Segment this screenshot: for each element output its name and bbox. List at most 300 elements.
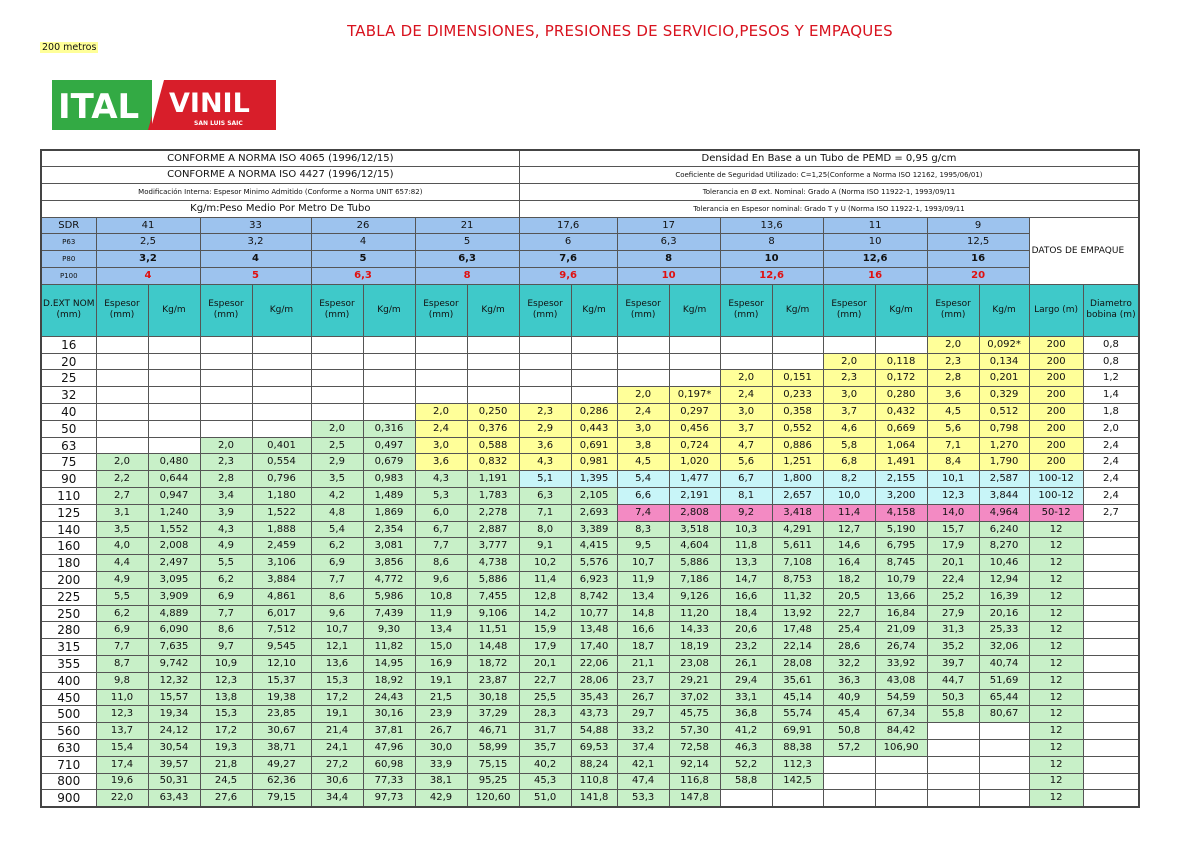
kgm-cell: 14,48 <box>467 639 519 656</box>
espesor-cell: 7,7 <box>200 605 252 622</box>
kgm-cell: 0,233 <box>772 387 823 404</box>
espesor-cell <box>96 404 148 421</box>
kgm-cell: 75,15 <box>467 756 519 773</box>
italvinil-logo <box>52 80 276 130</box>
kgm-cell: 0,552 <box>772 420 823 437</box>
kgm-cell: 1,552 <box>148 521 200 538</box>
espesor-cell: 5,5 <box>96 588 148 605</box>
kgm-cell: 30,54 <box>148 740 200 757</box>
kgm-cell: 38,71 <box>252 740 311 757</box>
p63-value: 5 <box>415 234 519 251</box>
kgm-cell: 11,82 <box>363 639 415 656</box>
largo-cell: 12 <box>1029 588 1083 605</box>
kgm-cell: 10,77 <box>571 605 617 622</box>
espesor-cell: 2,4 <box>720 387 772 404</box>
kgm-cell: 110,8 <box>571 773 617 790</box>
espesor-cell: 6,2 <box>200 572 252 589</box>
sdr-value: 26 <box>311 217 415 234</box>
kgm-cell: 1,522 <box>252 504 311 521</box>
p63-value: 6 <box>519 234 617 251</box>
bobina-cell <box>1083 555 1139 572</box>
kgm-cell: 18,72 <box>467 656 519 673</box>
note-label: 200 metros <box>42 42 97 53</box>
espesor-cell <box>415 370 467 387</box>
espesor-cell <box>200 404 252 421</box>
kgm-cell: 18,92 <box>363 672 415 689</box>
espesor-cell: 2,0 <box>415 404 467 421</box>
table-row <box>41 672 1139 689</box>
kgm-cell: 39,57 <box>148 756 200 773</box>
kgm-cell: 37,29 <box>467 706 519 723</box>
espesor-cell: 8,2 <box>823 471 875 488</box>
kgm-cell <box>772 336 823 353</box>
sdr-value: 41 <box>96 217 200 234</box>
espesor-cell: 2,8 <box>200 471 252 488</box>
kgm-cell: 4,415 <box>571 538 617 555</box>
kgm-cell: 2,587 <box>979 471 1029 488</box>
kgm-cell: 0,201 <box>979 370 1029 387</box>
diameter-cell: 630 <box>41 740 96 757</box>
kgm-cell: 2,155 <box>875 471 927 488</box>
kgm-cell: 22,14 <box>772 639 823 656</box>
bobina-cell <box>1083 790 1139 807</box>
kgm-cell: 84,42 <box>875 723 927 740</box>
espesor-cell: 10,3 <box>720 521 772 538</box>
espesor-cell <box>96 336 148 353</box>
kgm-cell: 35,61 <box>772 672 823 689</box>
kgm-cell: 11,51 <box>467 622 519 639</box>
kgm-cell: 15,37 <box>252 672 311 689</box>
page-title: TABLA DE DIMENSIONES, PRESIONES DE SERVICIO,PESOS Y EMPAQUES <box>347 22 893 40</box>
logo-text-vinil: VINIL <box>169 88 250 119</box>
espesor-cell: 16,6 <box>617 622 669 639</box>
logo-subtitle: SAN LUIS SAIC <box>194 120 243 127</box>
espesor-cell: 6,9 <box>200 588 252 605</box>
espesor-cell: 13,4 <box>617 588 669 605</box>
espesor-cell: 2,9 <box>311 454 363 471</box>
kgm-cell: 45,14 <box>772 689 823 706</box>
sdr-value: 11 <box>823 217 927 234</box>
kgm-cell: 3,518 <box>669 521 720 538</box>
kgm-cell: 69,53 <box>571 740 617 757</box>
kgm-cell: 54,59 <box>875 689 927 706</box>
diameter-cell: 200 <box>41 572 96 589</box>
p100-value: 12,6 <box>720 268 823 285</box>
espesor-cell <box>617 370 669 387</box>
espesor-cell: 3,6 <box>519 437 571 454</box>
espesor-cell: 9,8 <box>96 672 148 689</box>
espesor-cell <box>200 387 252 404</box>
espesor-cell: 34,4 <box>311 790 363 807</box>
espesor-cell: 2,7 <box>96 488 148 505</box>
p80-value: 6,3 <box>415 251 519 268</box>
espesor-cell <box>519 387 571 404</box>
bobina-cell: 1,2 <box>1083 370 1139 387</box>
espesor-cell <box>311 370 363 387</box>
diameter-cell: 560 <box>41 723 96 740</box>
espesor-cell: 6,9 <box>311 555 363 572</box>
espesor-cell: 18,7 <box>617 639 669 656</box>
espesor-cell: 22,0 <box>96 790 148 807</box>
largo-cell: 12 <box>1029 740 1083 757</box>
p80-label: P80 <box>41 251 96 268</box>
bobina-cell: 2,4 <box>1083 437 1139 454</box>
espesor-cell: 3,7 <box>823 404 875 421</box>
p100-label: P100 <box>41 268 96 285</box>
espesor-cell: 3,5 <box>311 471 363 488</box>
espesor-cell: 7,7 <box>311 572 363 589</box>
kgm-cell <box>467 353 519 370</box>
kgm-cell: 0,432 <box>875 404 927 421</box>
kgm-cell <box>571 336 617 353</box>
espesor-cell: 2,0 <box>200 437 252 454</box>
espesor-cell: 11,4 <box>519 572 571 589</box>
largo-cell: 12 <box>1029 555 1083 572</box>
kgm-cell: 5,611 <box>772 538 823 555</box>
espesor-cell: 53,3 <box>617 790 669 807</box>
espesor-cell: 12,8 <box>519 588 571 605</box>
p100-value: 10 <box>617 268 720 285</box>
p80-row <box>41 251 1139 268</box>
diameter-cell: 500 <box>41 706 96 723</box>
kgm-cell: 4,772 <box>363 572 415 589</box>
diameter-cell: 900 <box>41 790 96 807</box>
kgm-cell: 4,889 <box>148 605 200 622</box>
espesor-cell: 40,9 <box>823 689 875 706</box>
p63-value: 3,2 <box>200 234 311 251</box>
p80-value: 10 <box>720 251 823 268</box>
kgm-cell: 9,742 <box>148 656 200 673</box>
espesor-cell <box>927 790 979 807</box>
header-right-4: Tolerancia en Espesor nominal: Grado T y U (Norma ISO 11922-1, 1993/09/11 <box>519 200 1139 217</box>
bobina-cell <box>1083 538 1139 555</box>
espesor-cell <box>720 336 772 353</box>
espesor-cell: 4,4 <box>96 555 148 572</box>
kgm-cell: 0,554 <box>252 454 311 471</box>
largo-header: Largo (m) <box>1029 284 1083 336</box>
kgm-cell <box>979 773 1029 790</box>
espesor-cell: 29,4 <box>720 672 772 689</box>
kgm-cell: 0,886 <box>772 437 823 454</box>
kgm-cell: 4,861 <box>252 588 311 605</box>
espesor-cell <box>823 773 875 790</box>
espesor-cell: 17,4 <box>96 756 148 773</box>
kgm-cell <box>669 370 720 387</box>
kgm-cell: 0,796 <box>252 471 311 488</box>
p63-label: P63 <box>41 234 96 251</box>
kgm-cell: 54,88 <box>571 723 617 740</box>
kgm-cell: 67,34 <box>875 706 927 723</box>
espesor-cell: 45,4 <box>823 706 875 723</box>
espesor-cell: 4,3 <box>415 471 467 488</box>
kgm-cell: 3,884 <box>252 572 311 589</box>
kgm-cell: 23,85 <box>252 706 311 723</box>
kgm-cell <box>148 404 200 421</box>
espesor-cell: 24,5 <box>200 773 252 790</box>
bobina-cell <box>1083 689 1139 706</box>
kgm-cell <box>363 404 415 421</box>
largo-cell: 12 <box>1029 756 1083 773</box>
kgm-cell: 0,497 <box>363 437 415 454</box>
kgm-cell: 0,151 <box>772 370 823 387</box>
espesor-cell: 10,0 <box>823 488 875 505</box>
espesor-cell: 17,2 <box>311 689 363 706</box>
largo-cell: 12 <box>1029 706 1083 723</box>
kgm-cell: 8,742 <box>571 588 617 605</box>
espesor-cell: 2,9 <box>519 420 571 437</box>
espesor-cell: 14,0 <box>927 504 979 521</box>
kgm-cell: 88,24 <box>571 756 617 773</box>
kgm-cell: 5,886 <box>467 572 519 589</box>
espesor-cell: 2,0 <box>617 387 669 404</box>
kgm-cell <box>148 370 200 387</box>
kgm-cell: 63,43 <box>148 790 200 807</box>
kgm-cell: 95,25 <box>467 773 519 790</box>
kgm-cell: 58,99 <box>467 740 519 757</box>
espesor-cell: 31,3 <box>927 622 979 639</box>
espesor-cell <box>720 353 772 370</box>
kgm-cell: 2,191 <box>669 488 720 505</box>
espesor-cell: 36,8 <box>720 706 772 723</box>
kgm-cell: 22,06 <box>571 656 617 673</box>
kgm-cell: 3,418 <box>772 504 823 521</box>
espesor-cell: 4,6 <box>823 420 875 437</box>
p100-value: 6,3 <box>311 268 415 285</box>
espesor-cell: 26,7 <box>415 723 467 740</box>
espesor-cell <box>96 420 148 437</box>
diameter-cell: 50 <box>41 420 96 437</box>
espesor-cell: 6,6 <box>617 488 669 505</box>
kgm-cell: 17,40 <box>571 639 617 656</box>
kgm-cell <box>252 353 311 370</box>
largo-cell: 12 <box>1029 773 1083 790</box>
espesor-cell: 35,7 <box>519 740 571 757</box>
kgm-cell: 5,576 <box>571 555 617 572</box>
table-row <box>41 437 1139 454</box>
p100-value: 9,6 <box>519 268 617 285</box>
espesor-cell: 21,5 <box>415 689 467 706</box>
kgm-cell: 1,783 <box>467 488 519 505</box>
kgm-cell: 1,251 <box>772 454 823 471</box>
espesor-cell: 11,0 <box>96 689 148 706</box>
kgm-cell <box>252 387 311 404</box>
diameter-cell: 125 <box>41 504 96 521</box>
largo-cell: 50-12 <box>1029 504 1083 521</box>
sdr-value: 13,6 <box>720 217 823 234</box>
table-row <box>41 404 1139 421</box>
espesor-cell: 16,4 <box>823 555 875 572</box>
largo-cell: 12 <box>1029 723 1083 740</box>
kgm-cell: 1,477 <box>669 471 720 488</box>
espesor-cell: 7,1 <box>927 437 979 454</box>
espesor-cell: 38,1 <box>415 773 467 790</box>
espesor-cell: 18,4 <box>720 605 772 622</box>
espesor-cell: 25,4 <box>823 622 875 639</box>
espesor-cell <box>96 353 148 370</box>
espesor-cell: 15,3 <box>200 706 252 723</box>
espesor-cell <box>311 404 363 421</box>
bobina-cell <box>1083 588 1139 605</box>
espesor-cell <box>96 387 148 404</box>
kgm-cell: 1,489 <box>363 488 415 505</box>
espesor-cell: 22,4 <box>927 572 979 589</box>
espesor-cell: 2,0 <box>823 353 875 370</box>
kgm-cell: 0,134 <box>979 353 1029 370</box>
kgm-cell: 0,280 <box>875 387 927 404</box>
espesor-cell: 5,6 <box>927 420 979 437</box>
kgm-cell: 7,512 <box>252 622 311 639</box>
espesor-cell: 55,8 <box>927 706 979 723</box>
espesor-cell: 4,9 <box>96 572 148 589</box>
kgm-cell: 9,30 <box>363 622 415 639</box>
kgm-cell: 55,74 <box>772 706 823 723</box>
kgm-header: Kg/m <box>772 284 823 336</box>
kgm-cell: 0,456 <box>669 420 720 437</box>
espesor-cell: 21,4 <box>311 723 363 740</box>
kgm-cell: 0,644 <box>148 471 200 488</box>
espesor-cell <box>200 336 252 353</box>
espesor-cell: 4,3 <box>200 521 252 538</box>
largo-cell: 12 <box>1029 639 1083 656</box>
espesor-cell: 58,8 <box>720 773 772 790</box>
p63-value: 2,5 <box>96 234 200 251</box>
kgm-cell: 2,808 <box>669 504 720 521</box>
table-row <box>41 605 1139 622</box>
espesor-cell: 33,9 <box>415 756 467 773</box>
espesor-cell: 28,6 <box>823 639 875 656</box>
largo-cell: 200 <box>1029 437 1083 454</box>
kgm-cell <box>772 353 823 370</box>
kgm-cell: 30,67 <box>252 723 311 740</box>
kgm-cell: 5,190 <box>875 521 927 538</box>
kgm-cell: 7,186 <box>669 572 720 589</box>
kgm-cell: 12,32 <box>148 672 200 689</box>
kgm-cell: 7,635 <box>148 639 200 656</box>
kgm-cell <box>252 404 311 421</box>
kgm-cell: 0,358 <box>772 404 823 421</box>
espesor-cell: 30,0 <box>415 740 467 757</box>
kgm-cell: 37,81 <box>363 723 415 740</box>
kgm-cell: 6,923 <box>571 572 617 589</box>
kgm-cell: 24,43 <box>363 689 415 706</box>
kgm-header: Kg/m <box>363 284 415 336</box>
table-row <box>41 538 1139 555</box>
espesor-cell: 33,2 <box>617 723 669 740</box>
p63-value: 10 <box>823 234 927 251</box>
espesor-cell: 8,6 <box>311 588 363 605</box>
kgm-cell: 1,180 <box>252 488 311 505</box>
logo-text-ital: ITAL <box>58 87 140 127</box>
espesor-cell: 5,1 <box>519 471 571 488</box>
espesor-cell: 2,0 <box>927 336 979 353</box>
kgm-cell: 72,58 <box>669 740 720 757</box>
p80-value: 5 <box>311 251 415 268</box>
largo-cell: 12 <box>1029 672 1083 689</box>
kgm-cell: 1,064 <box>875 437 927 454</box>
espesor-cell: 10,7 <box>311 622 363 639</box>
espesor-cell: 50,8 <box>823 723 875 740</box>
espesor-cell: 16,6 <box>720 588 772 605</box>
bobina-cell: 2,4 <box>1083 471 1139 488</box>
largo-cell: 12 <box>1029 622 1083 639</box>
header-left-3: Modificación Interna: Espesor Minimo Admitido (Conforme a Norma UNIT 657:82) <box>41 184 519 201</box>
kgm-header: Kg/m <box>148 284 200 336</box>
espesor-cell: 5,3 <box>415 488 467 505</box>
diameter-cell: 20 <box>41 353 96 370</box>
kgm-cell: 30,18 <box>467 689 519 706</box>
table-row <box>41 555 1139 572</box>
espesor-cell: 17,2 <box>200 723 252 740</box>
kgm-cell: 29,21 <box>669 672 720 689</box>
kgm-cell: 25,33 <box>979 622 1029 639</box>
espesor-cell <box>927 773 979 790</box>
kgm-cell: 19,34 <box>148 706 200 723</box>
header-left-1: CONFORME A NORMA ISO 4065 (1996/12/15) <box>41 150 519 167</box>
espesor-cell: 24,1 <box>311 740 363 757</box>
dimensions-table <box>40 149 1140 808</box>
kgm-cell: 92,14 <box>669 756 720 773</box>
table-row <box>41 790 1139 807</box>
espesor-cell: 29,7 <box>617 706 669 723</box>
espesor-cell: 51,0 <box>519 790 571 807</box>
espesor-cell: 26,7 <box>617 689 669 706</box>
espesor-cell: 39,7 <box>927 656 979 673</box>
kgm-cell: 13,66 <box>875 588 927 605</box>
kgm-cell: 12,10 <box>252 656 311 673</box>
espesor-cell: 10,1 <box>927 471 979 488</box>
largo-cell: 200 <box>1029 420 1083 437</box>
espesor-cell: 8,3 <box>617 521 669 538</box>
espesor-header: Espesor (mm) <box>200 284 252 336</box>
diameter-cell: 710 <box>41 756 96 773</box>
kgm-cell: 0,669 <box>875 420 927 437</box>
kgm-cell: 80,67 <box>979 706 1029 723</box>
espesor-cell: 25,5 <box>519 689 571 706</box>
espesor-cell: 12,3 <box>927 488 979 505</box>
kgm-cell <box>148 420 200 437</box>
espesor-cell <box>720 790 772 807</box>
kgm-cell: 23,08 <box>669 656 720 673</box>
kgm-cell: 9,126 <box>669 588 720 605</box>
kgm-cell: 2,105 <box>571 488 617 505</box>
diameter-cell: 355 <box>41 656 96 673</box>
kgm-cell: 0,197* <box>669 387 720 404</box>
kgm-cell: 1,869 <box>363 504 415 521</box>
espesor-cell: 6,3 <box>519 488 571 505</box>
espesor-header: Espesor (mm) <box>519 284 571 336</box>
espesor-cell: 3,1 <box>96 504 148 521</box>
diameter-cell: 180 <box>41 555 96 572</box>
p100-value: 20 <box>927 268 1029 285</box>
espesor-cell: 11,9 <box>617 572 669 589</box>
kgm-cell <box>148 387 200 404</box>
kgm-cell: 9,545 <box>252 639 311 656</box>
kgm-cell <box>669 353 720 370</box>
kgm-cell: 43,08 <box>875 672 927 689</box>
espesor-cell: 5,5 <box>200 555 252 572</box>
espesor-cell: 30,6 <box>311 773 363 790</box>
largo-cell: 12 <box>1029 790 1083 807</box>
kgm-cell: 2,459 <box>252 538 311 555</box>
kgm-cell: 2,278 <box>467 504 519 521</box>
espesor-cell <box>519 336 571 353</box>
kgm-cell <box>363 353 415 370</box>
espesor-cell <box>519 370 571 387</box>
kgm-cell: 18,19 <box>669 639 720 656</box>
kgm-cell: 1,800 <box>772 471 823 488</box>
kgm-cell: 0,250 <box>467 404 519 421</box>
espesor-cell: 3,7 <box>720 420 772 437</box>
